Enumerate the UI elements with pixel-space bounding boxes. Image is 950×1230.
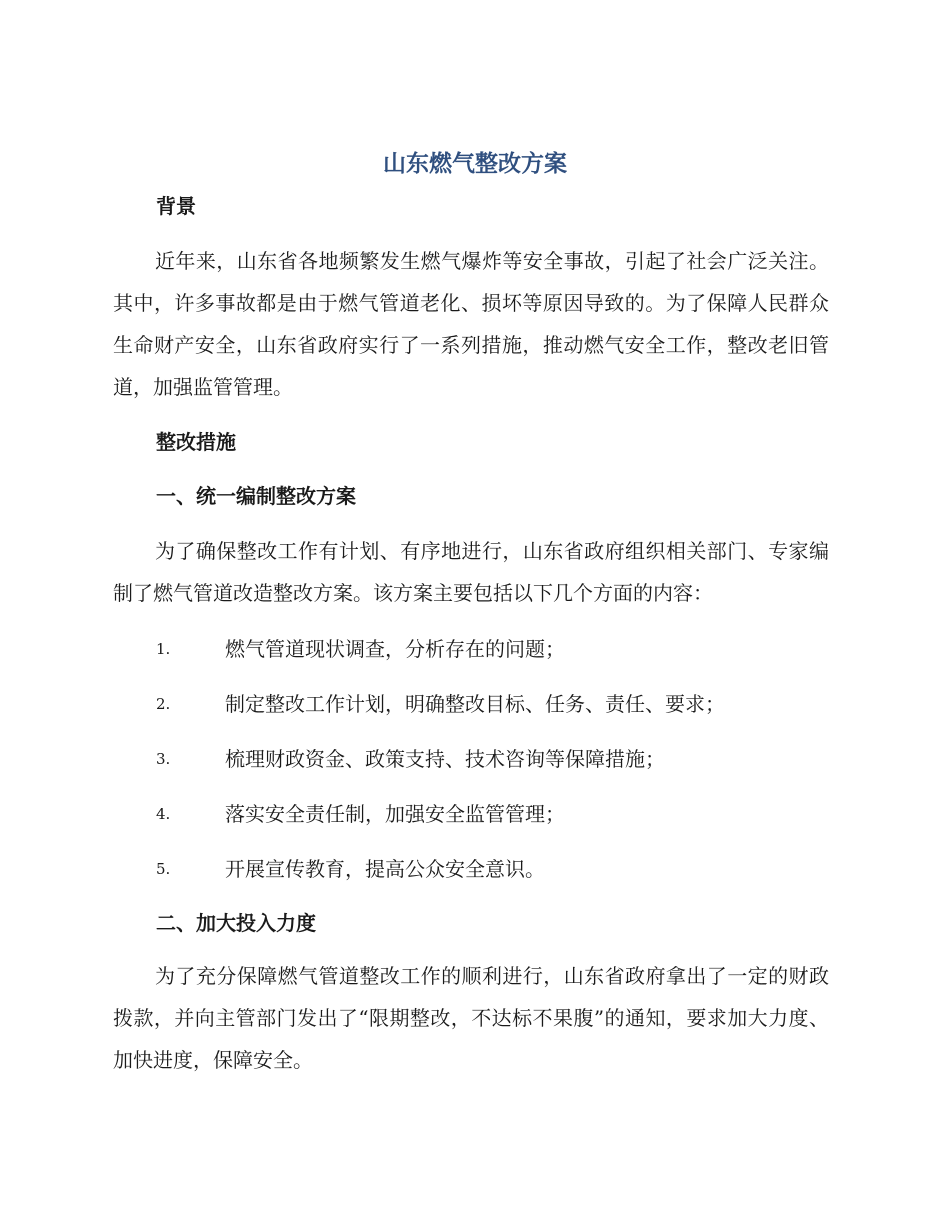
paragraph-background: 近年来，山东省各地频繁发生燃气爆炸等安全事故，引起了社会广泛关注。其中，许多事故都是由于燃气管道老化、损坏等原因导致的。为了保障人民群众生命财产安全，山东省政府实行了一系列措施，推动燃气安全工作，整改老旧管道，加强监管管理。 [113, 249, 829, 399]
list-number: 5. [156, 860, 171, 878]
list-number: 3. [156, 750, 171, 768]
list-item [156, 634, 836, 664]
list-item [156, 799, 836, 829]
list-text: 梳理财政资金、政策支持、技术咨询等保障措施； [225, 747, 665, 771]
list-text: 落实安全责任制，加强安全监管管理； [225, 802, 565, 826]
list-text: 燃气管道现状调查，分析存在的问题； [225, 637, 565, 661]
list-number: 2. [156, 695, 171, 713]
list-number: 1. [156, 640, 171, 658]
section-heading-measures: 整改措施 [156, 430, 236, 454]
list-item [156, 854, 836, 884]
subheading-increase-investment: 二、加大投入力度 [156, 911, 316, 935]
list-item [156, 744, 836, 774]
subheading-unified-plan: 一、统一编制整改方案 [156, 484, 356, 508]
list-text: 开展宣传教育，提高公众安全意识。 [225, 857, 545, 881]
list-number: 4. [156, 805, 171, 823]
section-heading-background: 背景 [156, 194, 196, 218]
list-text: 制定整改工作计划，明确整改目标、任务、责任、要求； [225, 692, 725, 716]
document-title: 山东燃气整改方案 [383, 151, 567, 177]
paragraph-unified-plan: 为了确保整改工作有计划、有序地进行，山东省政府组织相关部门、专家编制了燃气管道改造整改方案。该方案主要包括以下几个方面的内容： [113, 539, 829, 605]
paragraph-increase-investment: 为了充分保障燃气管道整改工作的顺利进行，山东省政府拿出了一定的财政拨款，并向主管部门发出了“限期整改，不达标不果腹”的通知，要求加大力度、加快进度，保障安全。 [113, 964, 829, 1072]
list-item [156, 689, 836, 719]
